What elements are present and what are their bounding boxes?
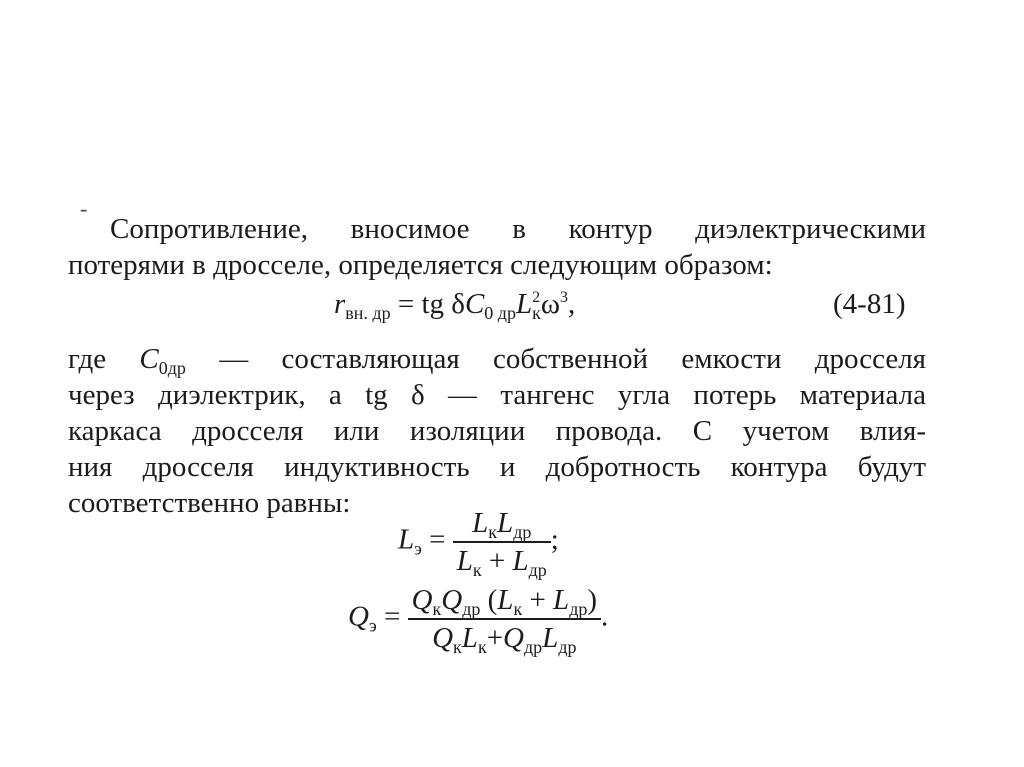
eq3-num-ldr-sub: др	[569, 599, 588, 619]
eq1-l: L	[515, 288, 533, 320]
eq3-num-qk-sub: к	[432, 599, 442, 619]
eq3-num-plus: +	[529, 584, 546, 616]
eq2-den-ldr: L	[512, 545, 529, 577]
eq3-numerator	[408, 582, 601, 620]
eq2-denominator	[453, 543, 551, 579]
eq1-r: r	[334, 288, 346, 320]
eq1-equals: =	[397, 288, 415, 320]
eq1-tg: tg	[421, 288, 445, 320]
paragraph2-line2	[68, 375, 926, 415]
eq1-omega-sup: 3	[559, 289, 568, 306]
eq2-num-ldr-sub: др	[513, 522, 532, 542]
eq3-q-sub: э	[368, 615, 377, 636]
paragraph2-line4: ния дросселя индуктивность и добротность контура будут	[68, 451, 926, 483]
paragraph2-line5: соответственно равны:	[68, 487, 351, 519]
eq1-comma: ,	[567, 288, 576, 320]
paragraph2-line2-pre: через диэлектрик, а	[68, 379, 342, 411]
word-gde: где	[68, 343, 107, 375]
eq3-num-qdr-sub: др	[462, 599, 481, 619]
paragraph2-line1	[68, 339, 926, 379]
eq3-num-qdr: Q	[441, 584, 463, 616]
eq3-den-ldr: L	[542, 622, 559, 654]
eq1-c: C	[464, 288, 485, 320]
eq1-r-sub: вн. др	[345, 303, 391, 323]
eq3-equals: =	[383, 600, 401, 633]
paragraph2-line2-post: — тангенс угла потерь материала	[448, 379, 926, 411]
eq2-num-l: L	[472, 507, 489, 539]
equation-q-e	[348, 582, 608, 656]
eq3-den-qk: Q	[432, 622, 454, 654]
eq3-den-plus: +	[486, 622, 504, 654]
eq2-num-l-sub: к	[488, 522, 498, 542]
eq1-delta: δ	[451, 288, 465, 320]
eq1-l-sup: 2	[532, 289, 541, 306]
eq2-semicolon: ;	[550, 523, 559, 556]
paragraph2-line3: каркаса дросселя или изоляции провода. С учетом влия-	[68, 415, 926, 447]
eq3-den-qk-sub: к	[453, 637, 462, 657]
eq2-den-l-sub: к	[472, 560, 482, 580]
eq2-fraction	[453, 505, 551, 579]
eq3-num-ldr: L	[553, 584, 570, 616]
symbol-c: C	[139, 343, 159, 375]
paragraph1-line1: Сопротивление, вносимое в контур диэлектрическими	[110, 213, 926, 245]
margin-mark: ‐	[80, 196, 88, 221]
eq2-den-plus: +	[488, 545, 506, 577]
eq2-num-ldr: L	[497, 507, 514, 539]
equation-l-e	[398, 505, 559, 579]
eq3-num-lk: L	[497, 584, 514, 616]
symbol-tg-delta: tg δ	[365, 379, 425, 411]
eq3-den-qdr: Q	[503, 622, 524, 654]
eq2-numerator	[453, 505, 551, 543]
eq3-num-lk-sub: к	[513, 599, 523, 619]
eq1-c-sub: 0 др	[484, 303, 516, 323]
eq3-num-qk: Q	[411, 584, 433, 616]
eq2-l: L	[398, 523, 415, 556]
equation-4-81	[334, 284, 575, 324]
eq3-num-open: (	[487, 584, 498, 616]
eq3-num-close: )	[587, 584, 598, 616]
eq2-den-ldr-sub: др	[528, 560, 547, 580]
equation-number: (4-81)	[833, 288, 906, 320]
symbol-c-sub: 0др	[158, 358, 186, 378]
eq1-l-sub: к	[532, 303, 541, 323]
eq3-period: .	[601, 600, 609, 633]
eq3-fraction	[408, 582, 601, 656]
eq3-q: Q	[348, 600, 369, 633]
eq3-den-ldr-sub: др	[558, 637, 577, 657]
paragraph1-line2: потерями в дросселе, определяется следующим образом:	[68, 249, 773, 281]
eq1-omega: ω	[540, 288, 560, 320]
eq2-l-sub: э	[414, 538, 422, 559]
eq2-equals: =	[429, 523, 446, 556]
eq3-den-lk-sub: к	[477, 637, 487, 657]
eq2-den-l: L	[456, 545, 473, 577]
paragraph2-line1-rest: — составляющая собственной емкости дросселя	[219, 343, 927, 375]
eq3-denominator	[408, 620, 601, 656]
eq3-den-lk: L	[461, 622, 478, 654]
eq3-den-qdr-sub: др	[524, 637, 543, 657]
